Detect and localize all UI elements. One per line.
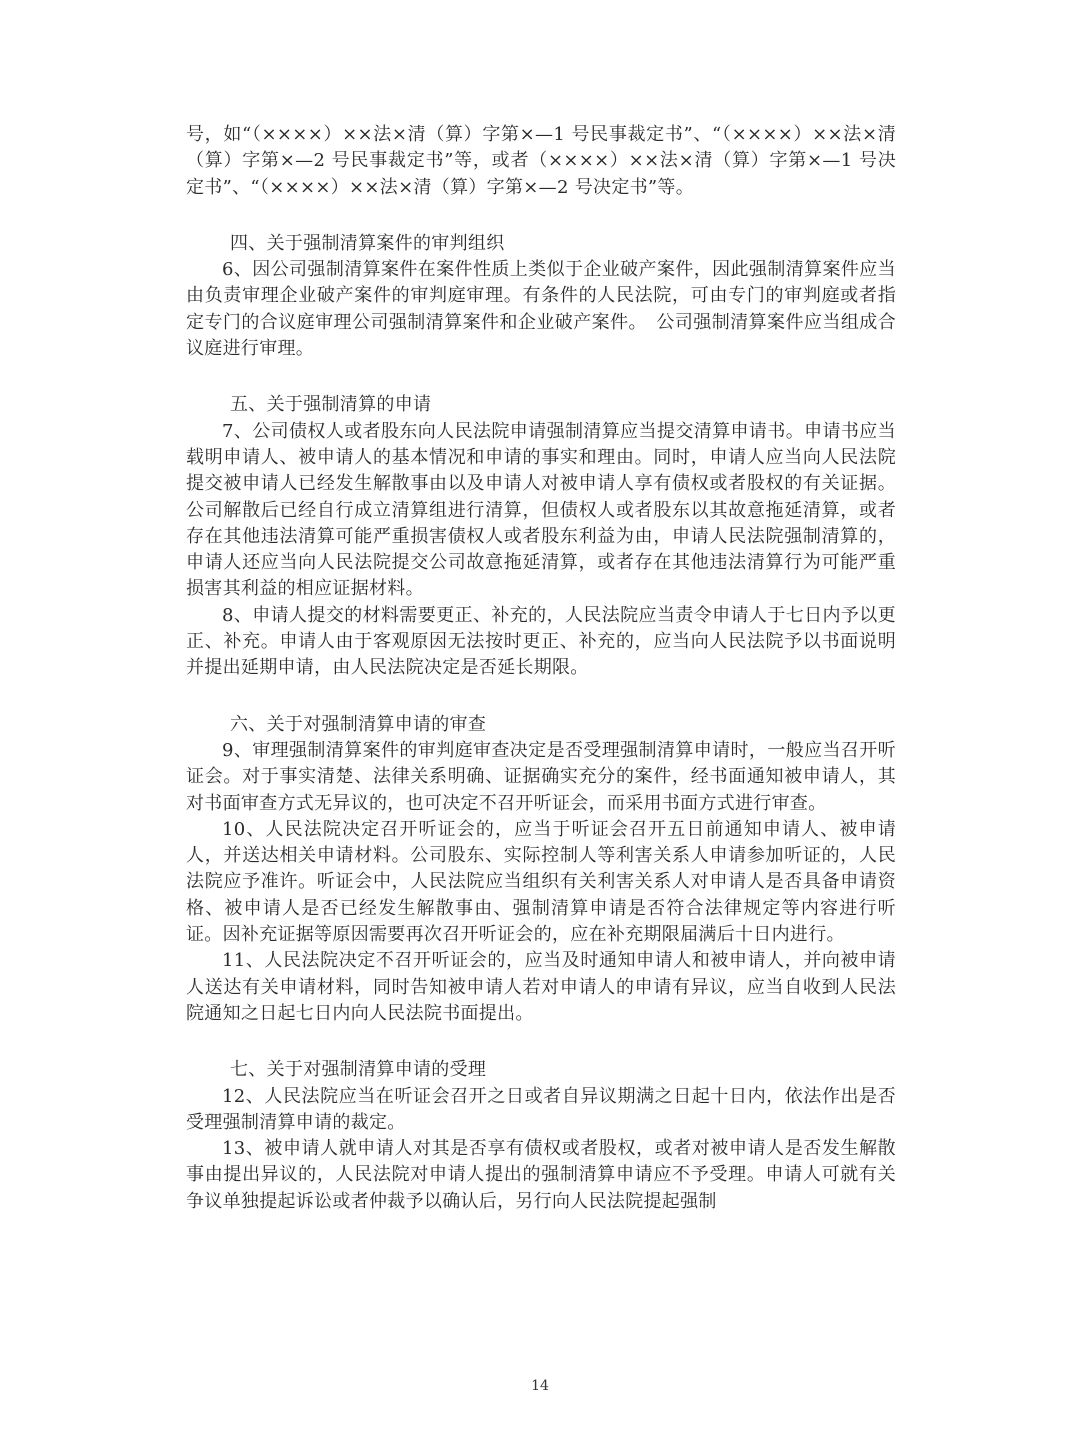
paragraph-11: 11、人民法院决定不召开听证会的，应当及时通知申请人和被申请人，并向被申请人送达有关申请材料，同时告知被申请人若对申请人的申请有异议，应当自收到人民法院通知之日起七日内向人民法院书面提出。 bbox=[186, 950, 896, 1024]
section-heading-6: 六、关于对强制清算申请的审查 bbox=[230, 713, 487, 735]
paragraph-10: 10、人民法院决定召开听证会的，应当于听证会召开五日前通知申请人、被申请人，并送达相关申请材料。公司股东、实际控制人等利害关系人申请参加听证的，人民法院应予准许。听证会中，人民法院应当组织有关利害关系人对申请人是否具备申请资格、被申请人是否已经发生解散事由、强制清算申请是否符合法律规定等内容进行听证。因补充证据等原因需要再次召开听证会的，应在补充期限届满后十日内进行。 bbox=[186, 818, 896, 946]
section-heading-7: 七、关于对强制清算申请的受理 bbox=[230, 1059, 487, 1081]
paragraph-gap bbox=[186, 201, 896, 231]
paragraph-12: 12、人民法院应当在听证会召开之日或者自异议期满之日起十日内，依法作出是否受理强制清算申请的裁定。 bbox=[186, 1085, 896, 1133]
paragraph-9: 9、审理强制清算案件的审判庭审查决定是否受理强制清算申请时，一般应当召开听证会。对于事实清楚、法律关系明确、证据确实充分的案件，经书面通知被申请人，其对书面审查方式无异议的，也可决定不召开听证会，而采用书面方式进行审查。 bbox=[186, 739, 896, 814]
document-body bbox=[186, 122, 896, 1215]
section-heading-4: 四、关于强制清算案件的审判组织 bbox=[230, 232, 505, 254]
paragraph-gap bbox=[186, 682, 896, 712]
paragraph-gap bbox=[186, 1027, 896, 1057]
paragraph-8: 8、申请人提交的材料需要更正、补充的，人民法院应当责令申请人于七日内予以更正、补充。申请人由于客观原因无法按时更正、补充的，应当向人民法院予以书面说明并提出延期申请，由人民法院决定是否延长期限。 bbox=[186, 604, 896, 679]
paragraph-gap bbox=[186, 362, 896, 392]
page-number: 14 bbox=[531, 1378, 549, 1394]
paragraph-6: 6、因公司强制清算案件在案件性质上类似于企业破产案件，因此强制清算案件应当由负责审理企业破产案件的审判庭审理。有条件的人民法院，可由专门的审判庭或者指定专门的合议庭审理公司强制清算案件和企业破产案件。 公司强制清算案件应当组成合议庭进行审理。 bbox=[186, 259, 896, 360]
paragraph-continuation: 号，如“（××××）××法×清（算）字第×—1 号民事裁定书”、“（××××）××法×清（算）字第×—2 号民事裁定书”等，或者（××××）××法×清（算）字第×—1 号决定书”、“（××××）××法×清（算）字第×—2 号决定书”等。 bbox=[186, 124, 896, 198]
paragraph-13: 13、被申请人就申请人对其是否享有债权或者股权，或者对被申请人是否发生解散事由提出异议的，人民法院对申请人提出的强制清算申请应不予受理。申请人可就有关争议单独提起诉讼或者仲裁予以确认后，另行向人民法院提起强制 bbox=[186, 1138, 896, 1212]
paragraph-7: 7、公司债权人或者股东向人民法院申请强制清算应当提交清算申请书。申请书应当载明申请人、被申请人的基本情况和申请的事实和理由。同时，申请人应当向人民法院提交被申请人已经发生解散事由以及申请人对被申请人享有债权或者股权的有关证据。公司解散后已经自行成立清算组进行清算，但债权人或者股东以其故意拖延清算，或者存在其他违法清算可能严重损害债权人或者股东利益为由，申请人民法院强制清算的，申请人还应当向人民法院提交公司故意拖延清算，或者存在其他违法清算行为可能严重损害其利益的相应证据材料。 bbox=[186, 420, 896, 600]
section-heading-5: 五、关于强制清算的申请 bbox=[230, 394, 432, 416]
